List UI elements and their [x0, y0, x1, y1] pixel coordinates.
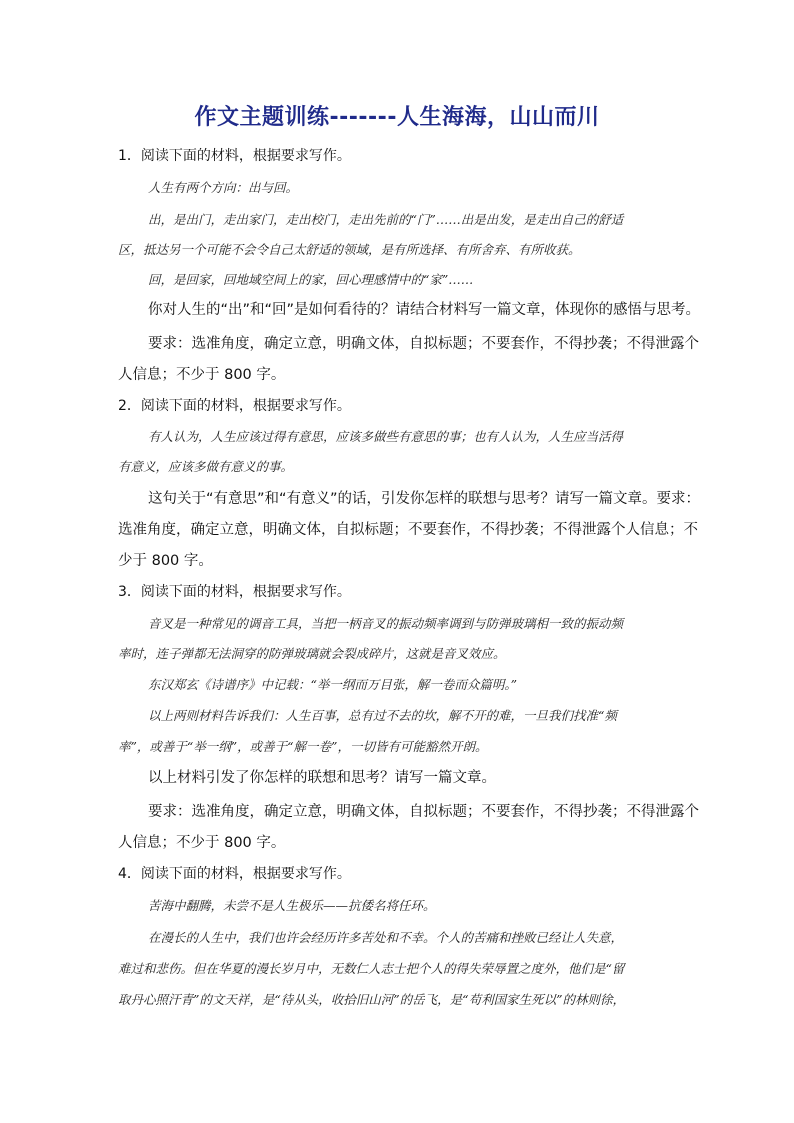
paragraph-line: 有人认为，人生应该过得有意思，应该多做些有意思的事；也有人认为，人生应当活得: [148, 429, 624, 444]
paragraph-line: 回，是回家，回地域空间上的家，回心理感情中的“家”……: [148, 272, 474, 287]
paragraph-line: 率”，或善于“举一纲”，或善于“解一卷”，一切皆有可能豁然开朗。: [118, 739, 488, 754]
paragraph-line: 要求：选准角度，确定立意，明确文体，自拟标题；不要套作，不得抄袭；不得泄露个: [148, 336, 699, 352]
paragraph-line: 人生有两个方向：出与回。: [148, 180, 299, 195]
paragraph-line: 人信息；不少于 800 字。: [118, 367, 286, 383]
paragraph-line: 以上两则材料告诉我们：人生百事，总有过不去的坎，解不开的难，一旦我们找准“频: [148, 708, 617, 723]
paragraph-line: 有意义，应该多做有意义的事。: [118, 459, 294, 474]
paragraph-line: 苦海中翻腾，未尝不是人生极乐——抗倭名将任环。: [148, 898, 436, 913]
paragraph-line: 以上材料引发了你怎样的联想和思考？请写一篇文章。: [148, 770, 496, 786]
paragraph-line: 少于 800 字。: [118, 553, 213, 569]
question-heading: 3．阅读下面的材料，根据要求写作。: [118, 584, 351, 600]
paragraph-line: 在漫长的人生中，我们也许会经历许多苦处和不幸。个人的苦痛和挫败已经让人失意，: [148, 930, 624, 945]
paragraph-line: 取丹心照汗青”的文天祥，是“待从头，收拾旧山河”的岳飞，是“苟利国家生死以”的林则徐，: [118, 992, 625, 1007]
paragraph-line: 人信息；不少于 800 字。: [118, 835, 286, 851]
question-heading: 2．阅读下面的材料，根据要求写作。: [118, 398, 351, 414]
paragraph-line: 东汉郑玄《诗谱序》中记载：“举一纲而万目张，解一卷而众篇明。”: [148, 677, 518, 692]
paragraph-line: 区，抵达另一个可能不会令自己太舒适的领域，是有所选择、有所舍弃、有所收获。: [118, 242, 581, 257]
paragraph-line: 率时，连子弹都无法洞穿的防弹玻璃就会裂成碎片，这就是音叉效应。: [118, 646, 506, 661]
question-heading: 1．阅读下面的材料，根据要求写作。: [118, 148, 351, 164]
paragraph-line: 音叉是一种常见的调音工具，当把一柄音叉的振动频率调到与防弹玻璃相一致的振动频: [148, 616, 624, 631]
question-heading: 4．阅读下面的材料，根据要求写作。: [118, 866, 351, 882]
document-title: 作文主题训练-------人生海海，山山而川: [194, 105, 600, 130]
paragraph-line: 选准角度，确定立意，明确文体，自拟标题；不要套作，不得抄袭；不得泄露个人信息；不: [118, 522, 698, 538]
paragraph-line: 你对人生的“出”和“回”是如何看待的？请结合材料写一篇文章，体现你的感悟与思考。: [148, 302, 701, 318]
paragraph-line: 难过和悲伤。但在华夏的漫长岁月中，无数仁人志士把个人的得失荣辱置之度外，他们是“留: [118, 961, 625, 976]
paragraph-line: 出，是出门，走出家门，走出校门，走出先前的“门”……出是出发，是走出自己的舒适: [148, 212, 624, 227]
paragraph-line: 这句关于“有意思”和“有意义”的话，引发你怎样的联想与思考？请写一篇文章。要求：: [148, 491, 701, 507]
paragraph-line: 要求：选准角度，确定立意，明确文体，自拟标题；不要套作，不得抄袭；不得泄露个: [148, 804, 699, 820]
